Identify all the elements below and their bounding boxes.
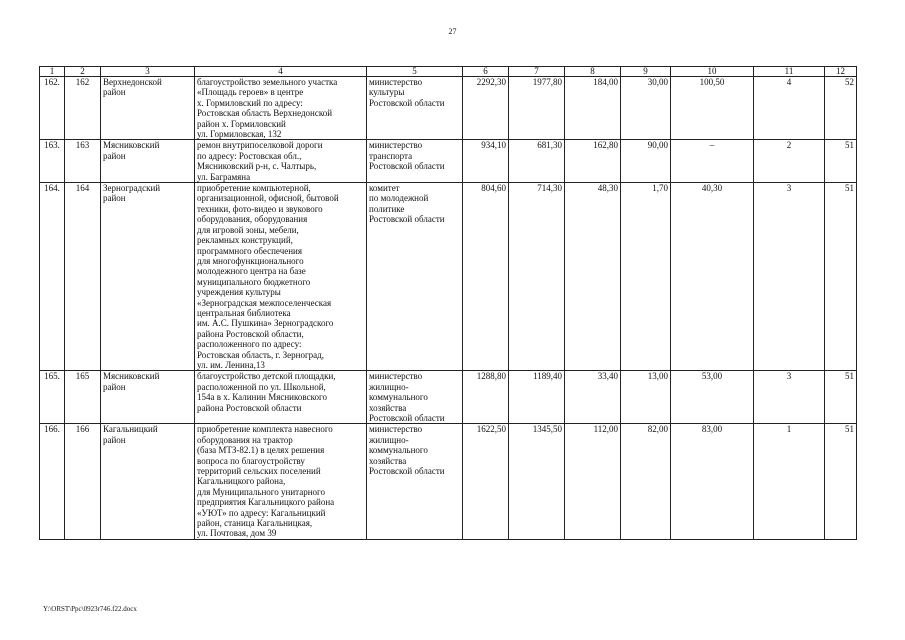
value-cell: 2292,30 bbox=[463, 77, 509, 140]
value-cell: 1,70 bbox=[621, 183, 671, 371]
value-cell: 53,00 bbox=[671, 371, 754, 424]
value-cell: 100,50 bbox=[671, 77, 754, 140]
table-row bbox=[40, 140, 857, 183]
district-cell: Верхнедонской район bbox=[101, 77, 195, 140]
row-number-cell: 165 bbox=[65, 371, 101, 424]
value-cell: 2 bbox=[754, 140, 825, 183]
value-cell: 162,80 bbox=[565, 140, 621, 183]
project-description-cell: приобретение комплекта навесного оборудования на трактор (база МТЗ-82.1) в целях решения вопроса по благоустройству территорий сельских поселений Кагальницкого района, для Муниципального унитарного предприятия Кагальницкого района «УЮТ» по адресу: Кагальницкий район, станица Кагальницкая, ул. Почтовая, дом 39 bbox=[195, 424, 367, 539]
value-cell: 184,00 bbox=[565, 77, 621, 140]
ministry-cell: министерство жилищно- коммунального хозяйства Ростовской области bbox=[367, 424, 463, 539]
column-header: 11 bbox=[754, 67, 825, 77]
value-cell: 51 bbox=[825, 371, 857, 424]
row-index-cell: 163. bbox=[40, 140, 65, 183]
project-description-cell: благоустройство детской площадки, расположенной по ул. Школьной, 154а в х. Калинин Мясниковского района Ростовской области bbox=[195, 371, 367, 424]
ministry-cell: министерство транспорта Ростовской области bbox=[367, 140, 463, 183]
value-cell: 1 bbox=[754, 424, 825, 539]
column-header: 4 bbox=[195, 67, 367, 77]
value-cell: 51 bbox=[825, 424, 857, 539]
value-cell: 82,00 bbox=[621, 424, 671, 539]
header-row bbox=[40, 67, 857, 77]
value-cell: 714,30 bbox=[509, 183, 565, 371]
table-row bbox=[40, 371, 857, 424]
district-cell: Мясниковский район bbox=[101, 140, 195, 183]
column-header: 10 bbox=[671, 67, 754, 77]
value-cell: 13,00 bbox=[621, 371, 671, 424]
value-cell: 681,30 bbox=[509, 140, 565, 183]
column-header: 9 bbox=[621, 67, 671, 77]
row-number-cell: 166 bbox=[65, 424, 101, 539]
value-cell: 51 bbox=[825, 140, 857, 183]
value-cell: 1977,80 bbox=[509, 77, 565, 140]
row-index-cell: 165. bbox=[40, 371, 65, 424]
value-cell: – bbox=[671, 140, 754, 183]
value-cell: 112,00 bbox=[565, 424, 621, 539]
value-cell: 3 bbox=[754, 371, 825, 424]
value-cell: 33,40 bbox=[565, 371, 621, 424]
value-cell: 934,10 bbox=[463, 140, 509, 183]
table-row bbox=[40, 77, 857, 140]
ministry-cell: министерство культуры Ростовской области bbox=[367, 77, 463, 140]
row-number-cell: 162 bbox=[65, 77, 101, 140]
row-number-cell: 163 bbox=[65, 140, 101, 183]
column-header: 2 bbox=[65, 67, 101, 77]
value-cell: 1288,80 bbox=[463, 371, 509, 424]
value-cell: 4 bbox=[754, 77, 825, 140]
value-cell: 3 bbox=[754, 183, 825, 371]
project-description-cell: приобретение компьютерной, организационной, офисной, бытовой техники, фото-видео и звукового оборудования, оборудования для игровой зоны, мебели, рекламных конструкций, программного обеспечения для многофункционального молодежного центра на базе муниципального бюджетного учреждения культуры «Зерноградская межпоселенческая центральная библиотека им. А.С. Пушкина» Зерноградского района Ростовской области, расположенного по адресу: Ростовская область, г. Зерноград, ул. им. Ленина,13 bbox=[195, 183, 367, 371]
funding-table bbox=[39, 66, 857, 540]
value-cell: 52 bbox=[825, 77, 857, 140]
row-index-cell: 164. bbox=[40, 183, 65, 371]
row-index-cell: 162. bbox=[40, 77, 65, 140]
project-description-cell: ремон внутрипоселковой дороги по адресу: Ростовская обл., Мясниковский р-н, с. Чалтырь, ул. Баграмяна bbox=[195, 140, 367, 183]
table-row bbox=[40, 424, 857, 539]
value-cell: 48,30 bbox=[565, 183, 621, 371]
district-cell: Мясниковский район bbox=[101, 371, 195, 424]
value-cell: 804,60 bbox=[463, 183, 509, 371]
value-cell: 83,00 bbox=[671, 424, 754, 539]
column-header: 3 bbox=[101, 67, 195, 77]
row-number-cell: 164 bbox=[65, 183, 101, 371]
document-file-path: Y:\ORST\Ppc\0923r746.f22.docx bbox=[43, 605, 137, 613]
ministry-cell: комитет по молодежной политике Ростовской области bbox=[367, 183, 463, 371]
value-cell: 40,30 bbox=[671, 183, 754, 371]
column-header: 7 bbox=[509, 67, 565, 77]
value-cell: 1189,40 bbox=[509, 371, 565, 424]
column-header: 12 bbox=[825, 67, 857, 77]
table-row bbox=[40, 183, 857, 371]
column-header: 5 bbox=[367, 67, 463, 77]
column-header: 6 bbox=[463, 67, 509, 77]
page-number: 27 bbox=[448, 27, 457, 36]
column-header: 1 bbox=[40, 67, 65, 77]
district-cell: Зерноградский район bbox=[101, 183, 195, 371]
value-cell: 90,00 bbox=[621, 140, 671, 183]
project-description-cell: благоустройство земельного участка «Площадь героев» в центре х. Гормиловский по адресу: Ростовская область Верхнедонской район х. Гормиловский ул. Гормиловская, 132 bbox=[195, 77, 367, 140]
ministry-cell: министерство жилищно- коммунального хозяйства Ростовской области bbox=[367, 371, 463, 424]
value-cell: 51 bbox=[825, 183, 857, 371]
value-cell: 1345,50 bbox=[509, 424, 565, 539]
column-header: 8 bbox=[565, 67, 621, 77]
value-cell: 1622,50 bbox=[463, 424, 509, 539]
district-cell: Кагальницкий район bbox=[101, 424, 195, 539]
value-cell: 30,00 bbox=[621, 77, 671, 140]
row-index-cell: 166. bbox=[40, 424, 65, 539]
